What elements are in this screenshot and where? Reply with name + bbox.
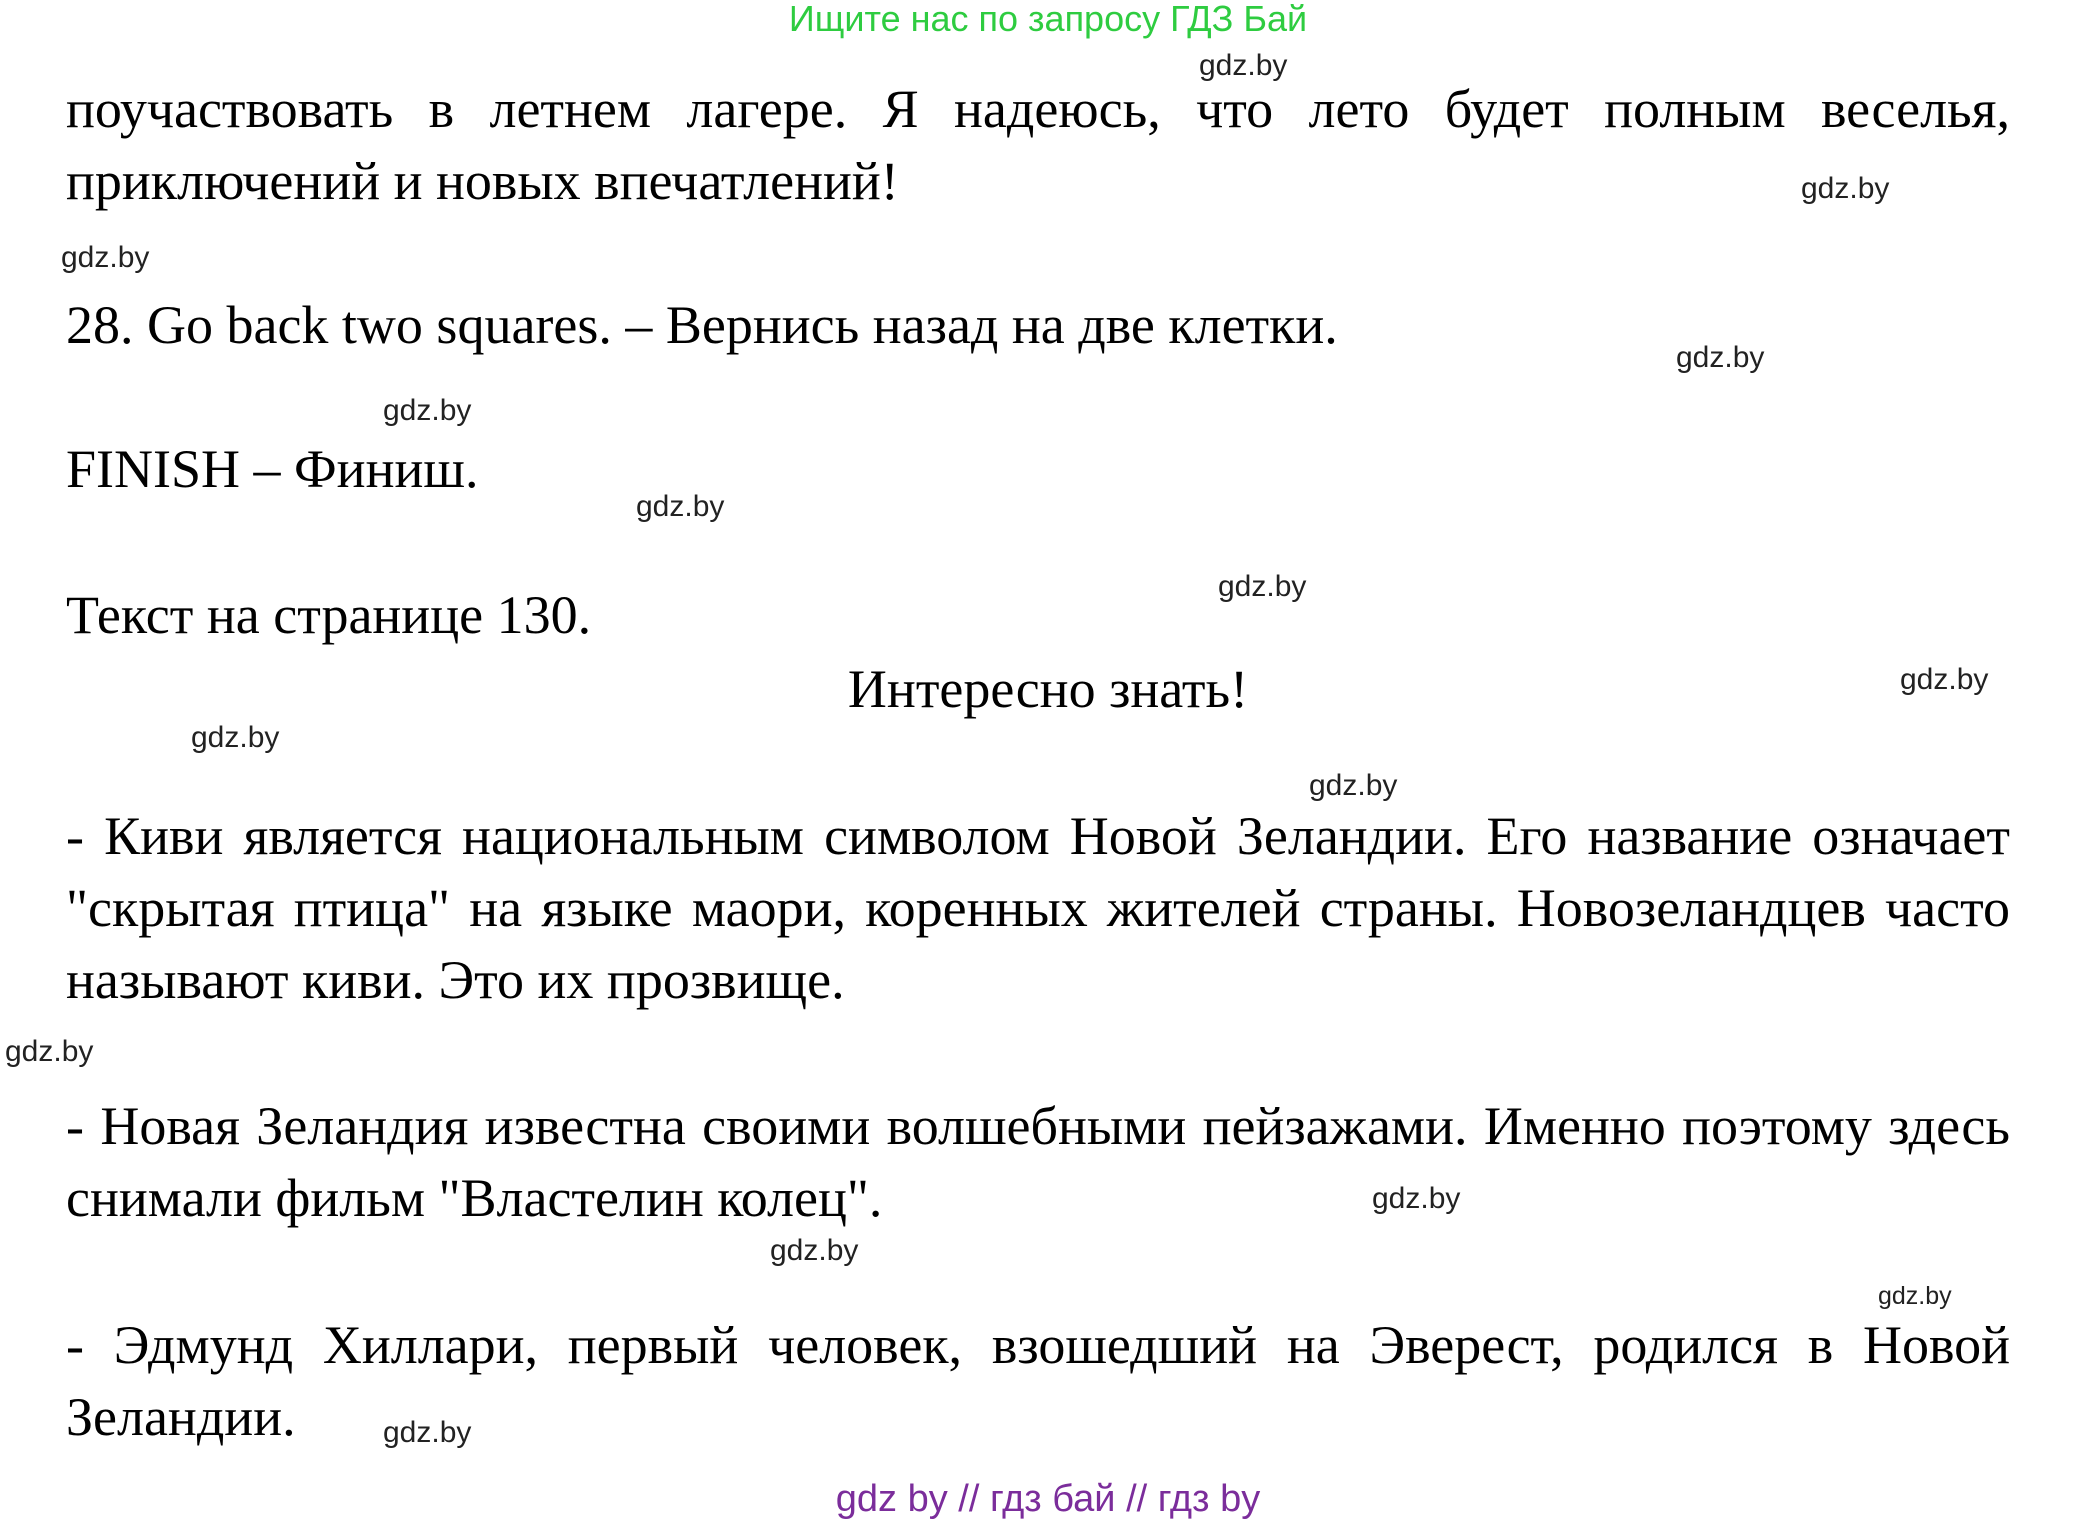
paragraph-landscapes: - Новая Зеландия известна своими волшебными пейзажами. Именно поэтому здесь снимали фильм "Властелин колец". [66, 1096, 2010, 1228]
watermark: gdz.by [1199, 49, 1288, 82]
watermark: gdz.by [383, 1416, 472, 1449]
watermark: gdz.by [191, 721, 280, 754]
paragraph-finish: FINISH – Финиш. [66, 439, 479, 499]
watermark: gdz.by [61, 241, 150, 274]
watermark: gdz.by [636, 490, 725, 523]
watermark: gdz.by [1676, 341, 1765, 374]
watermark: gdz.by [1801, 172, 1890, 205]
watermark: gdz.by [1218, 570, 1307, 603]
paragraph-summer-camp: поучаствовать в летнем лагере. Я надеюсь, что лето будет полным веселья, приключений и новых впечатлений! [66, 79, 2010, 211]
paragraph-kiwi: - Киви является национальным символом Новой Зеландии. Его название означает "скрытая птица" на языке маори, коренных жителей страны. Новозеландцев часто называют киви. Это их прозвище. [66, 806, 2010, 1010]
watermark: gdz.by [1372, 1182, 1461, 1215]
bottom-footer: gdz by // гдз бай // гдз by [835, 1478, 1261, 1520]
watermark: gdz.by [383, 394, 472, 427]
top-banner: Ищите нас по запросу ГДЗ Бай [788, 0, 1308, 39]
watermark: gdz.by [1878, 1282, 1952, 1310]
paragraph-page-text: Текст на странице 130. [66, 585, 592, 645]
watermark: gdz.by [5, 1035, 94, 1068]
section-heading: Интересно знать! [847, 659, 1249, 719]
paragraph-hillary: - Эдмунд Хиллари, первый человек, взошедший на Эверест, родился в Новой Зеландии. [66, 1315, 2010, 1447]
watermark: gdz.by [1900, 663, 1989, 696]
paragraph-go-back: 28. Go back two squares. – Вернись назад на две клетки. [66, 295, 1338, 355]
watermark: gdz.by [770, 1234, 859, 1267]
watermark: gdz.by [1309, 769, 1398, 802]
